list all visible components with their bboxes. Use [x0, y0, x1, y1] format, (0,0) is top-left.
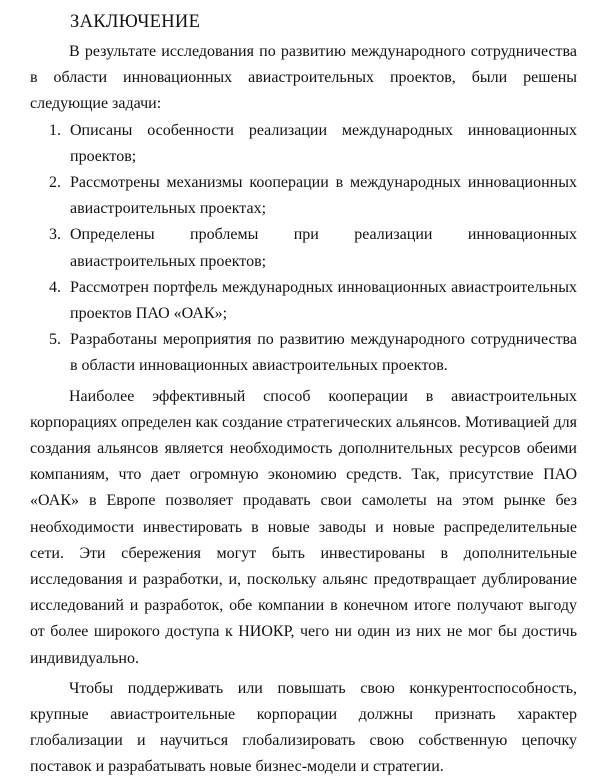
list-item: [30, 222, 577, 274]
list-item-text: Разработаны мероприятия по развитию международного сотрудничества в области инновационных авиастроительных проектов.: [70, 331, 577, 375]
list-item-text: Определены проблемы при реализации инновационных авиастроительных проектов;: [70, 226, 577, 270]
list-item-text: Рассмотрены механизмы кооперации в международных инновационных авиастроительных проектах;: [70, 174, 577, 218]
list-item-text: Рассмотрен портфель международных инновационных авиастроительных проектов ПАО «ОАК»;: [70, 278, 577, 323]
body-paragraph: Наиболее эффективный способ кооперации в авиастроительных корпорациях определен как создание стратегических альянсов. Мотивацией для создания альянсов является необходимость дополнительных ресурсов обеими компаниям, что дает огромную экономию средств. Так, присутствие ПАО «ОАК» в Европе позволяет продавать свои самолеты на этом рынке без необходимости инвестировать в новые заводы и новые распределительные сети. Эти сбережения могут быть инвестированы в дополнительные исследования и разработки, и, поскольку альянс предотвращает дублирование исследований и разработок, обе компании в конечном итоге получают выгоду от более широкого доступа к НИОКР, чего ни один из них не мог бы достичь индивидуально.: [30, 387, 577, 667]
tasks-list: [30, 118, 577, 380]
body-paragraph: Чтобы поддерживать или повышать свою конкурентоспособность, крупные авиастроительные корпорации должны признать характер глобализации и научиться глобализировать свою собственную цепочку поставок и разрабатывать новые бизнес-модели и стратегии.: [30, 679, 577, 776]
list-item: [30, 275, 577, 327]
list-number: 2.: [49, 174, 61, 192]
intro-paragraph: В результате исследования по развитию международного сотрудничества в области инновационных авиастроительных проектов, были решены следующие задачи:: [30, 43, 577, 113]
section-title: ЗАКЛЮЧЕНИЕ: [70, 12, 201, 32]
document-page: [30, 0, 577, 781]
list-number: 3.: [49, 226, 61, 244]
list-item: [30, 327, 577, 379]
list-number: 1.: [49, 121, 61, 139]
list-number: 4.: [49, 278, 61, 296]
list-number: 5.: [49, 331, 61, 349]
list-item: [30, 170, 577, 222]
list-item: [30, 118, 577, 170]
list-item-text: Описаны особенности реализации международных инновационных проектов;: [70, 121, 577, 165]
